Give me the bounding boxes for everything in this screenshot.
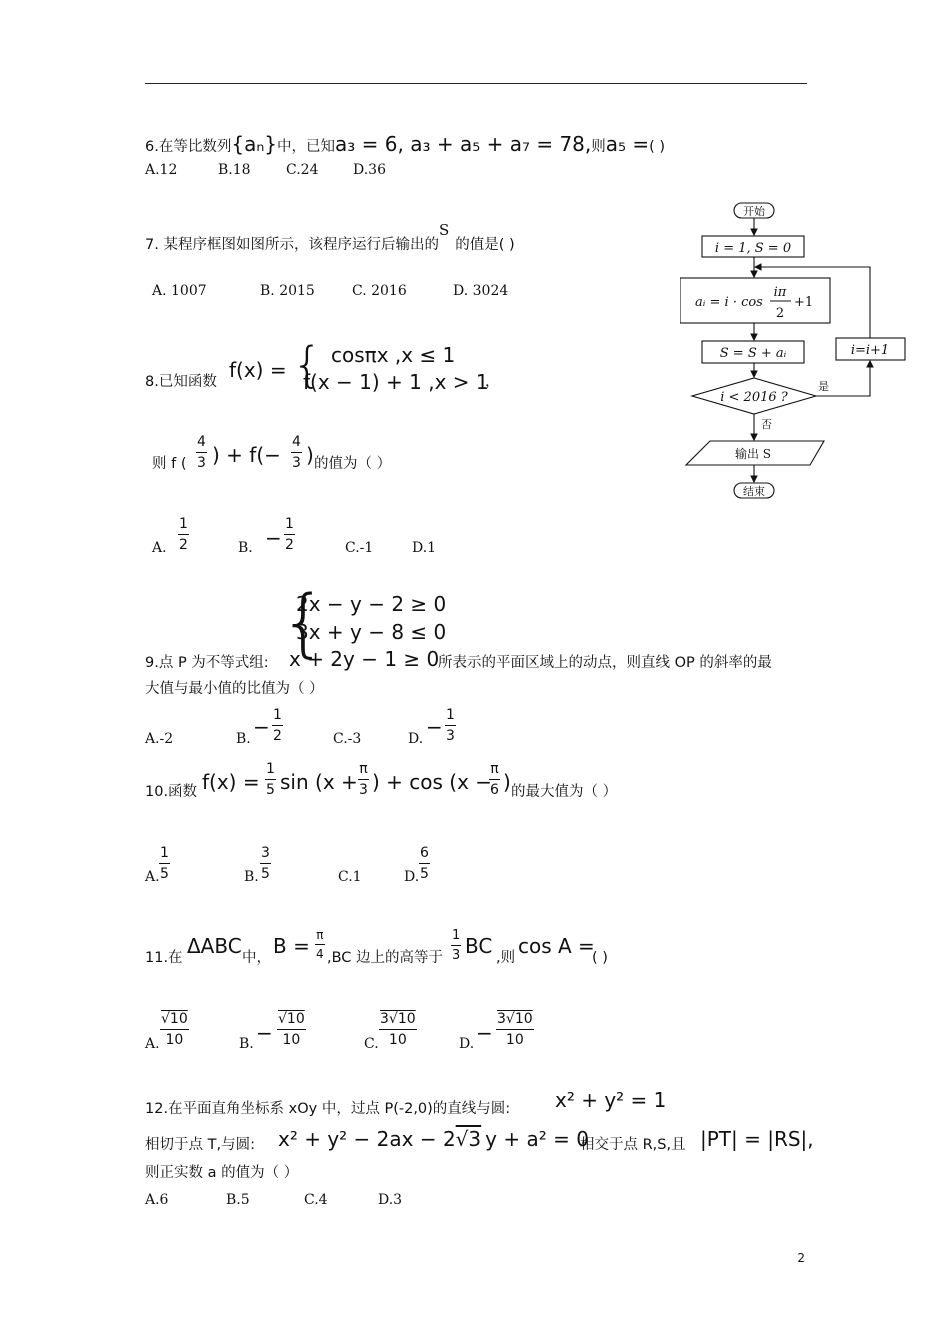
q11-option-b-sign: − (256, 1021, 273, 1045)
flow-assign-num: iπ (773, 285, 787, 300)
q10-frac-1: 1 5 (266, 761, 275, 798)
q8-line2-start: 则 f ( (152, 456, 187, 472)
q6-option-b: B.18 (218, 162, 251, 178)
q8-mid: ) + f(− (212, 443, 281, 467)
q8-close: ) (306, 443, 314, 467)
q8-comma: ， (485, 374, 500, 390)
q11-cos: cos A = (518, 934, 595, 958)
q7-option-d: D. 3024 (453, 283, 509, 299)
flow-yes-label: 是 (818, 380, 829, 393)
q7-option-c: C. 2016 (352, 283, 407, 299)
flow-output-label: 输出 S (734, 447, 772, 461)
q11-text2: ,BC 边上的高等于 (327, 950, 444, 966)
q11-paren: ( ) (592, 950, 608, 966)
flow-end-label: 结束 (743, 485, 765, 498)
q8-case-1: cosπx ,x ≤ 1 (331, 343, 456, 367)
q6-paren: ( ) (649, 139, 666, 155)
q11-prefix: 11.在 (145, 950, 183, 966)
q9-option-d-sign: − (426, 715, 443, 739)
q8-case-2: f(x − 1) + 1 ,x > 1 (303, 370, 489, 394)
q9-brace: { (280, 580, 328, 666)
q8-frac-1: 4 3 (197, 434, 206, 471)
q8-tail: 的值为（ ） (314, 456, 392, 472)
flow-init-label: i = 1, S = 0 (714, 241, 792, 256)
q10-sin: sin (x + (280, 770, 358, 794)
q12-line1: 12.在平面直角坐标系 xOy 中，过点 P(-2,0)的直线与圆: (145, 1101, 511, 1117)
q11-then: ,则 (496, 950, 516, 966)
q8-frac-2: 4 3 (292, 434, 301, 471)
q12-option-b: B.5 (226, 1192, 250, 1208)
q10-cos: ) + cos (x − (372, 770, 493, 794)
q10-close: ) (503, 770, 511, 794)
q8-brace: { (292, 337, 323, 393)
q11-option-b-frac: √10 10 (278, 1011, 305, 1048)
q9-system-3: x + 2y − 1 ≥ 0 (289, 647, 440, 671)
q6-sequence: {aₙ} (231, 132, 278, 156)
q8-option-b-sign: − (265, 526, 282, 550)
q9-option-d-frac: 1 3 (446, 707, 455, 744)
q9-option-b-sign: − (253, 715, 270, 739)
q11-triangle: ΔABC (187, 934, 242, 958)
q6-mid: 中，已知 (277, 139, 336, 155)
q9-line2: 大值与最小值的比值为（ ） (145, 681, 324, 697)
flow-assign-left: aᵢ = i · cos (695, 295, 763, 310)
page-number: 2 (797, 1251, 805, 1265)
flow-assign-den: 2 (775, 306, 785, 321)
q10-tail: 的最大值为（ ） (511, 784, 618, 800)
q9-option-a: A.-2 (145, 731, 174, 747)
q8-option-b-frac: 1 2 (285, 516, 294, 553)
q10-frac-3: π 6 (490, 761, 499, 798)
q9-system-2: 3x + y − 8 ≤ 0 (296, 620, 447, 644)
q8-option-c: C.-1 (345, 540, 374, 556)
q6-option-d: D.36 (353, 162, 386, 178)
q9-option-b-frac: 1 2 (273, 707, 282, 744)
q10-prefix: 10.函数 (145, 784, 198, 800)
q7-tail: 的值是( ) (455, 237, 515, 253)
q11-option-c: C. (364, 1036, 379, 1052)
q6-ask: a₅ = (605, 132, 650, 156)
q11-option-b: B. (239, 1036, 254, 1052)
q8-fx: f(x) = (229, 358, 287, 382)
q7-text: 7. 某程序框图如图所示，该程序运行后输出的 (145, 237, 439, 253)
q9-prefix: 9.点 P 为不等式组: (145, 655, 269, 671)
q9-option-b: B. (236, 731, 251, 747)
q12-option-a: A.6 (145, 1192, 169, 1208)
q7-option-b: B. 2015 (260, 283, 315, 299)
q12-line3: 则正实数 a 的值为（ ） (145, 1165, 299, 1181)
flow-no-label: 否 (761, 418, 772, 431)
q6-option-c: C.24 (286, 162, 319, 178)
q6-expression: a₃ = 6, a₃ + a₅ + a₇ = 78, (335, 132, 592, 156)
q8-option-a: A. (152, 540, 167, 556)
q11-option-d: D. (459, 1036, 475, 1052)
q12-line2b: 相交于点 R,S,且 (580, 1137, 686, 1153)
q10-option-d: D. (404, 869, 420, 885)
q6-prefix: 6.在等比数列 (145, 139, 232, 155)
q12-line2a: 相切于点 T,与圆: (145, 1137, 255, 1153)
q10-option-b: B. (244, 869, 259, 885)
q11-h-frac: 1 3 (452, 928, 461, 963)
q10-option-b-frac: 3 5 (261, 845, 270, 882)
q12-circle2-a: x² + y² − 2ax − 2√3 y + a² = 0 (278, 1127, 589, 1151)
q10-frac-2: π 3 (359, 761, 368, 798)
q12-option-d: D.3 (378, 1192, 403, 1208)
flow-start-label: 开始 (743, 205, 765, 218)
q11-b-frac: π 4 (316, 928, 324, 961)
q11-option-c-frac: 3√10 10 (380, 1011, 416, 1048)
q10-option-c: C.1 (338, 869, 362, 885)
q8-option-b: B. (238, 540, 253, 556)
q9-option-d: D. (408, 731, 424, 747)
q11-option-d-sign: − (476, 1021, 493, 1045)
q8-option-a-frac: 1 2 (179, 516, 188, 553)
q12-circle1: x² + y² = 1 (555, 1088, 667, 1112)
q6-then: 则 (591, 139, 606, 155)
flow-condition-label: i < 2016 ? (720, 390, 788, 405)
question-7 (145, 221, 515, 253)
q8-option-d: D.1 (412, 540, 437, 556)
q8-prefix: 8.已知函数 (145, 374, 217, 390)
q10-option-a: A. (145, 869, 160, 885)
q9-system-1: 2x − y − 2 ≥ 0 (296, 592, 447, 616)
q11-option-d-frac: 3√10 10 (497, 1011, 533, 1048)
q9-tail: 所表示的平面区域上的动点，则直线 OP 的斜率的最 (438, 655, 772, 671)
q11-option-a-frac: √10 10 (161, 1011, 188, 1048)
flow-assign-right: +1 (794, 295, 814, 310)
header-rule (145, 83, 807, 84)
q10-option-d-frac: 6 5 (420, 845, 429, 882)
question-6 (145, 134, 665, 155)
flow-increment-label: i=i+1 (850, 343, 890, 358)
q11-mid: 中， (242, 950, 271, 966)
q12-condition: |PT| = |RS|, (700, 1127, 814, 1151)
q7-var: S (438, 221, 450, 239)
q12-option-c: C.4 (304, 1192, 328, 1208)
q10-fx: f(x) = (202, 770, 260, 794)
q11-bc: BC (465, 934, 493, 958)
q9-option-c: C.-3 (333, 731, 362, 747)
flow-sum-label: S = S + aᵢ (719, 346, 787, 361)
q6-option-a: A.12 (145, 162, 178, 178)
q11-b: B = (273, 934, 310, 958)
q7-option-a: A. 1007 (152, 283, 207, 299)
program-flowchart (680, 198, 910, 507)
q10-option-a-frac: 1 5 (160, 845, 169, 882)
q11-option-a: A. (145, 1036, 160, 1052)
